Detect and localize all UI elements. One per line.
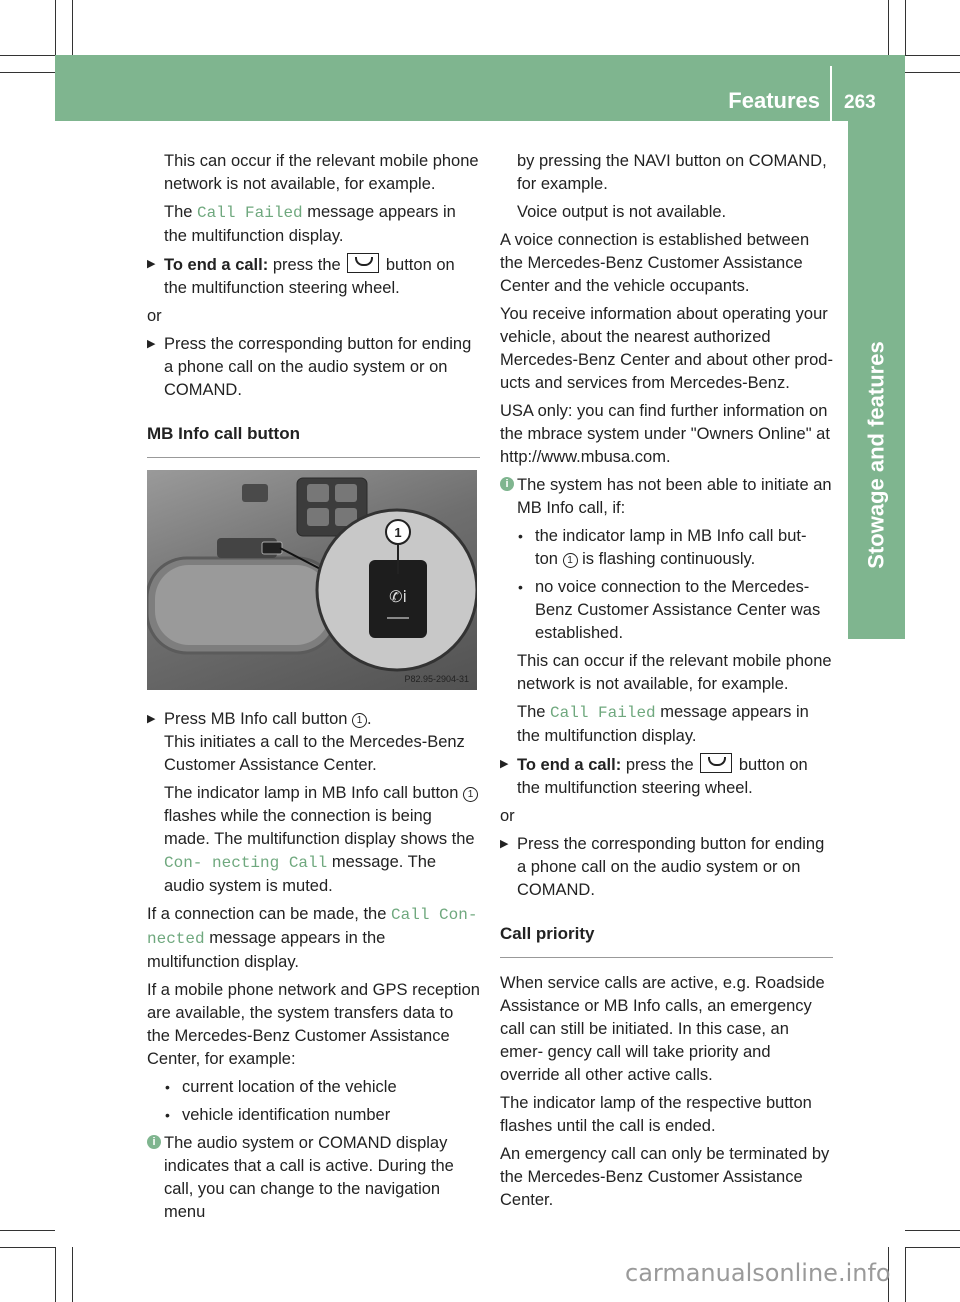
paragraph: Voice output is not available. <box>517 203 727 221</box>
callout-1-icon: 1 <box>563 553 578 568</box>
paragraph: You receive information about operating your vehicle, about the nearest authorized Mercedes-Benz Center and about other prod- ucts and services from Mercedes-Benz. <box>500 305 833 392</box>
mirror-figure <box>147 470 477 690</box>
header-divider <box>830 66 832 121</box>
instruction-step: ▶ Press the corresponding button for ending a phone call on the audio system or on COMAND. <box>500 835 825 899</box>
crop-mark <box>55 1247 56 1302</box>
paragraph: A voice connection is established between the Mercedes-Benz Customer Assistance Center and the vehicle occupants. <box>500 231 810 295</box>
bullet-icon: • <box>165 1079 170 1095</box>
arrow-icon: ▶ <box>147 258 156 270</box>
paragraph: If a connection can be made, the Call Con‐ nected message appears in the multifunction display. <box>147 905 478 971</box>
instruction-step: ▶ To end a call: press the button on the multifunction steering wheel. <box>500 753 833 800</box>
phone-info-icon: ✆i <box>389 587 407 606</box>
list-item: • vehicle identification number <box>147 1104 480 1127</box>
paragraph: by pressing the NAVI button on COMAND, for example. <box>517 152 827 193</box>
bullet-icon: • <box>165 1107 170 1123</box>
section-title: Features <box>728 88 820 113</box>
right-column <box>500 150 833 1217</box>
display-message: Con‐ necting Call <box>164 854 328 872</box>
paragraph: The Call Failed message appears in the multifunction display. <box>517 703 809 745</box>
section-heading: MB Info call button <box>147 422 480 458</box>
info-note: i The system has not been able to initiate an MB Info call, if: <box>500 474 833 520</box>
paragraph: This can occur if the relevant mobile phone network is not available, for example. <box>517 652 832 693</box>
crop-mark <box>55 0 56 55</box>
bullet-icon: • <box>518 579 523 595</box>
side-tab-label: Stowage and features <box>863 341 889 569</box>
crop-mark <box>0 55 55 56</box>
page-number: 263 <box>844 92 876 113</box>
figure-label: P82.95-2904-31 <box>404 674 469 684</box>
paragraph: The indicator lamp of the respective button flashes until the call is ended. <box>500 1094 812 1135</box>
side-tab-marker <box>848 595 905 639</box>
info-icon: i <box>147 1135 161 1149</box>
info-icon: i <box>500 477 514 491</box>
callout-number: 1 <box>394 525 402 540</box>
end-call-icon <box>347 253 379 273</box>
paragraph: or <box>500 807 515 825</box>
crop-mark <box>72 0 73 55</box>
instruction-step: ▶ Press MB Info call button 1 . This initiates a call to the Mercedes-Benz Customer Assistance Center. <box>147 710 465 774</box>
paragraph: The indicator lamp in MB Info call button 1 flashes while the connection is being made. The multifunction display shows the Con‐ necting Call message. The audio system is muted. <box>147 782 480 898</box>
section-heading: Call priority <box>500 922 833 958</box>
display-message: Call Con‐ nected <box>147 906 478 948</box>
list-item: • the indicator lamp in MB Info call but- ton 1 is flashing continuously. <box>518 527 807 568</box>
list-item: • current location of the vehicle <box>147 1076 480 1099</box>
display-message: Call Failed <box>197 204 303 222</box>
list-item: • no voice connection to the Mercedes- Benz Customer Assistance Center was established. <box>518 578 821 642</box>
watermark: carmanualsonline.info <box>625 1259 891 1287</box>
info-note: i The audio system or COMAND display indicates that a call is active. During the call, you can change to the navigation menu <box>147 1132 480 1224</box>
paragraph: An emergency call can only be terminated by the Mercedes-Benz Customer Assistance Center. <box>500 1145 830 1209</box>
callout-1-icon: 1 <box>463 787 478 802</box>
arrow-icon: ▶ <box>147 338 156 350</box>
crop-mark <box>0 1247 55 1248</box>
paragraph: USA only: you can find further information on the mbrace system under "Owners Online" at http://www.mbusa.com. <box>500 402 830 466</box>
crop-mark <box>905 55 960 56</box>
callout-1-icon: 1 <box>352 713 367 728</box>
arrow-icon: ▶ <box>500 758 509 770</box>
arrow-icon: ▶ <box>147 713 156 725</box>
crop-mark <box>888 0 889 55</box>
paragraph: or <box>147 307 162 325</box>
paragraph: This can occur if the relevant mobile phone network is not available, for example. <box>164 152 479 193</box>
display-message: Call Failed <box>550 704 656 722</box>
bullet-icon: • <box>518 528 523 544</box>
crop-mark <box>72 1247 73 1302</box>
paragraph: If a mobile phone network and GPS reception are available, the system transfers data to the Mercedes-Benz Customer Assistance Center, for example: <box>147 981 480 1068</box>
instruction-step: ▶ Press the corresponding button for ending a phone call on the audio system or on COMAND. <box>147 335 472 399</box>
crop-mark <box>905 72 960 73</box>
crop-mark <box>0 72 55 73</box>
end-call-icon <box>700 753 732 773</box>
crop-mark <box>0 1230 55 1231</box>
crop-mark <box>905 1247 960 1248</box>
paragraph: When service calls are active, e.g. Roadside Assistance or MB Info calls, an emergency call can still be initiated. In this case, an emer- gency call will take priority and override all other active calls. <box>500 974 825 1084</box>
crop-mark <box>905 1247 906 1302</box>
paragraph: The Call Failed message appears in the multifunction display. <box>164 203 456 245</box>
crop-mark <box>905 0 906 55</box>
left-column <box>147 150 480 1229</box>
crop-mark <box>905 1230 960 1231</box>
mirror-illustration <box>147 470 477 690</box>
arrow-icon: ▶ <box>500 838 509 850</box>
instruction-step: ▶ To end a call: press the button on the multifunction steering wheel. <box>147 253 480 300</box>
